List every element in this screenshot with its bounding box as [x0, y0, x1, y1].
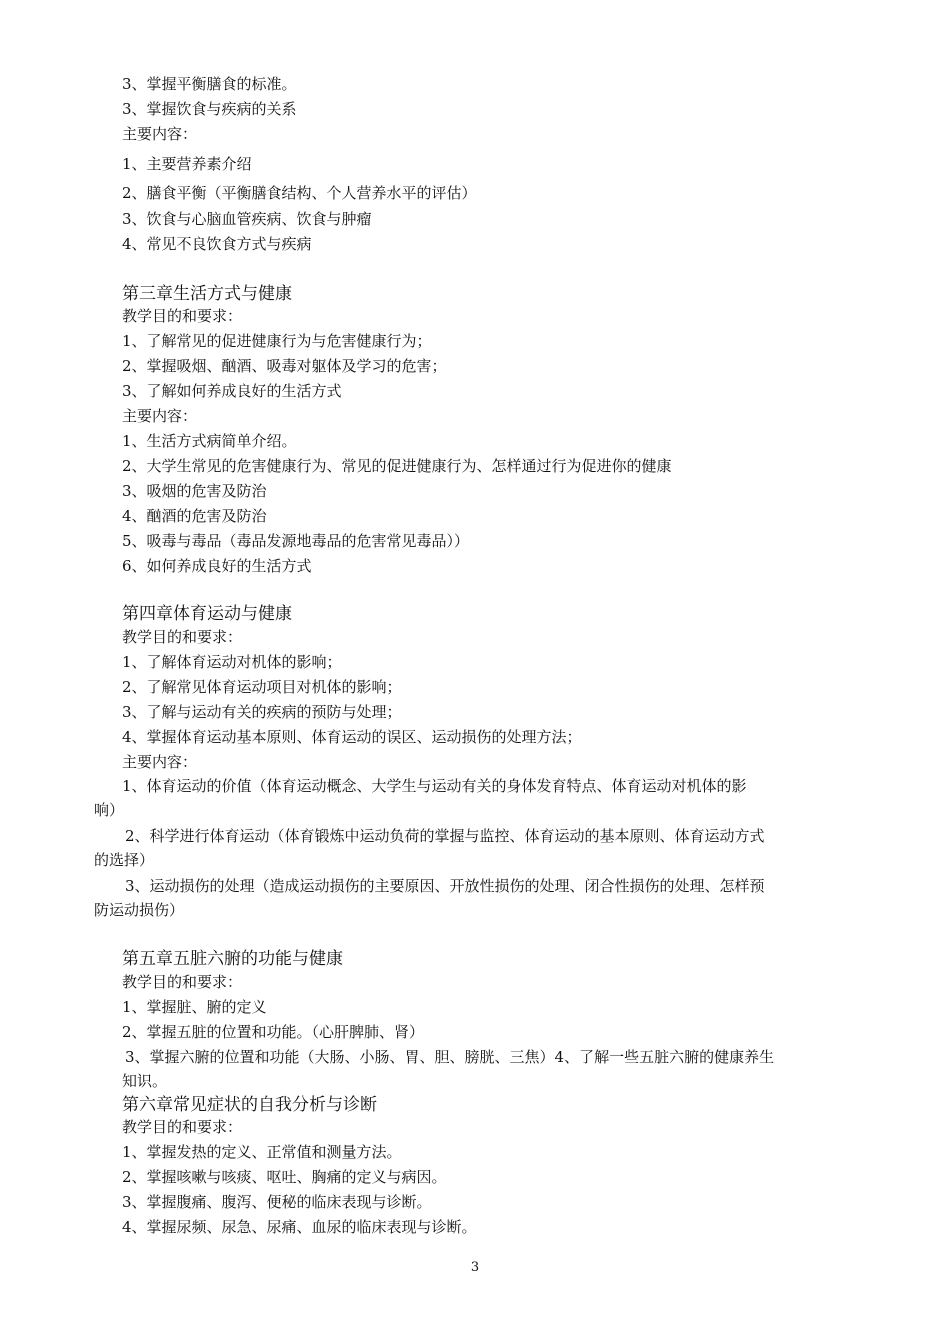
text-line: 3、饮食与心脑血管疾病、饮食与肿瘤 — [122, 210, 372, 228]
text-line: 1、掌握发热的定义、正常值和测量方法。 — [122, 1143, 402, 1161]
text-line: 主要内容： — [122, 407, 198, 425]
text-line: 1、生活方式病简单介绍。 — [122, 432, 297, 450]
text-line: 响） — [94, 801, 125, 819]
text-line: 1、主要营养素介绍 — [122, 155, 252, 173]
text-line: 4、酗酒的危害及防治 — [122, 507, 267, 525]
text-line: 2、掌握五脏的位置和功能。（心肝脾肺、肾） — [122, 1023, 425, 1041]
text-line: 6、如何养成良好的生活方式 — [122, 557, 312, 575]
text-line: 主要内容： — [122, 753, 198, 771]
text-line: 教学目的和要求： — [122, 973, 243, 991]
text-line: 1、掌握脏、腑的定义 — [122, 998, 267, 1016]
text-line: 1、体育运动的价值（体育运动概念、大学生与运动有关的身体发育特点、体育运动对机体的影 — [122, 777, 747, 795]
chapter-title: 第五章五脏六腑的功能与健康 — [122, 949, 343, 969]
text-line: 3、掌握饮食与疾病的关系 — [122, 100, 297, 118]
text-line: 3、运动损伤的处理（造成运动损伤的主要原因、开放性损伤的处理、闭合性损伤的处理、怎样预 — [125, 877, 765, 895]
text-line: 2、掌握咳嗽与咳痰、呕吐、胸痛的定义与病因。 — [122, 1168, 447, 1186]
text-line: 4、掌握尿频、尿急、尿痛、血尿的临床表现与诊断。 — [122, 1218, 477, 1236]
chapter-title: 第六章常见症状的自我分析与诊断 — [122, 1095, 377, 1115]
text-line: 2、膳食平衡（平衡膳食结构、个人营养水平的评估） — [122, 184, 477, 202]
text-line: 防运动损伤） — [94, 901, 185, 919]
text-line: 教学目的和要求： — [122, 307, 243, 325]
text-line: 的选择） — [94, 851, 155, 869]
text-line: 3、了解如何养成良好的生活方式 — [122, 382, 342, 400]
text-line: 5、吸毒与毒品（毒品发源地毒品的危害常见毒品）） — [122, 532, 470, 550]
page-number: 3 — [470, 1260, 480, 1275]
text-line: 2、大学生常见的危害健康行为、常见的促进健康行为、怎样通过行为促进你的健康 — [122, 457, 672, 475]
text-line: 4、掌握体育运动基本原则、体育运动的误区、运动损伤的处理方法； — [122, 728, 582, 746]
text-line: 3、掌握腹痛、腹泻、便秘的临床表现与诊断。 — [122, 1193, 432, 1211]
text-line: 2、掌握吸烟、酗酒、吸毒对躯体及学习的危害； — [122, 357, 447, 375]
text-line: 3、了解与运动有关的疾病的预防与处理； — [122, 703, 402, 721]
text-line: 主要内容： — [122, 125, 198, 143]
text-line: 3、吸烟的危害及防治 — [122, 482, 267, 500]
text-line: 教学目的和要求： — [122, 628, 243, 646]
text-line: 2、了解常见体育运动项目对机体的影响； — [122, 678, 402, 696]
text-line: 1、了解常见的促进健康行为与危害健康行为； — [122, 332, 432, 350]
text-line: 2、科学进行体育运动（体育锻炼中运动负荷的掌握与监控、体育运动的基本原则、体育运动方式 — [125, 827, 765, 845]
chapter-title: 第三章生活方式与健康 — [122, 284, 292, 304]
text-line: 1、了解体育运动对机体的影响； — [122, 653, 342, 671]
text-line: 教学目的和要求： — [122, 1118, 243, 1136]
text-line: 知识。 — [122, 1072, 168, 1090]
text-line: 3、掌握六腑的位置和功能（大肠、小肠、胃、胆、膀胱、三焦）4、了解一些五脏六腑的健康养生 — [125, 1048, 775, 1066]
text-line: 4、常见不良饮食方式与疾病 — [122, 235, 312, 253]
chapter-title: 第四章体育运动与健康 — [122, 604, 292, 624]
text-line: 3、掌握平衡膳食的标准。 — [122, 75, 297, 93]
